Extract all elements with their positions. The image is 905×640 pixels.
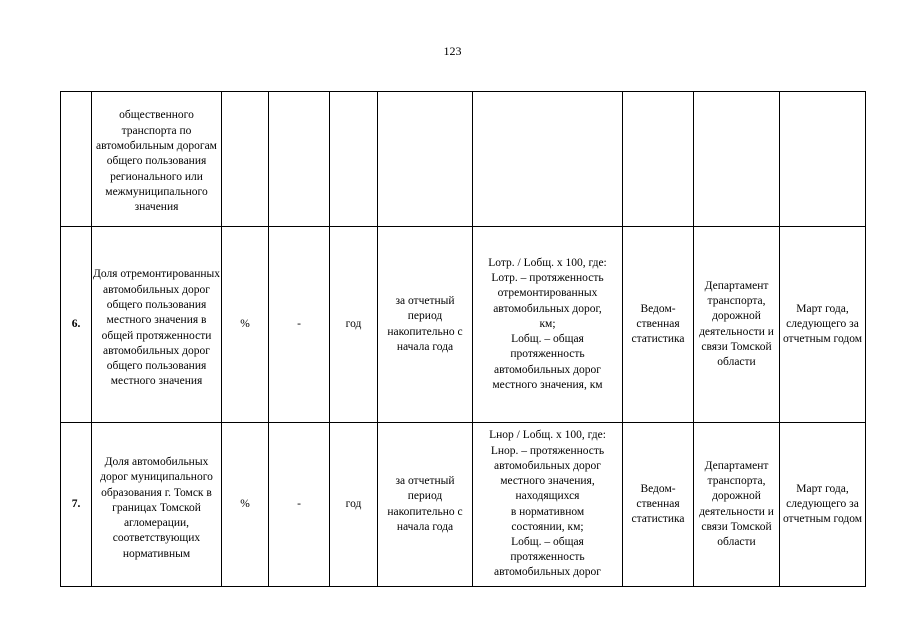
formula-line: протяженность [510,348,585,361]
value-cell [269,92,330,227]
formula-cell [473,92,623,227]
period-cell [378,92,473,227]
deadline-cell: Март года, следующего за отчетным годом [780,227,866,423]
deadline-cell: Март года, следующего за отчетным годом [780,423,866,587]
row-number [61,92,92,227]
formula-line: отремонтированных [497,287,598,300]
formula-cell [473,423,623,587]
value-cell: - [269,227,330,423]
unit-cell [222,92,269,227]
row-number: 6. [61,227,92,423]
indicator-name: Доля автомобильных дорог муниципального образования г. Томск в границах Томской агломерации, соответствующих нормативным [92,423,222,587]
formula-line: Lнор / Lобщ. х 100, где: [489,429,606,442]
page-number: 123 [443,44,462,58]
formula-line: местного значения, км [492,378,603,391]
source-cell [623,92,694,227]
deadline-cell [780,92,866,227]
formula-line: состоянии, км; [511,520,584,533]
table-row [61,92,866,227]
period-cell: за отчетный период накопительно с начала года [378,423,473,587]
formula-line: Lнор. – протяженность [490,444,605,457]
formula-line: Lобщ. – общая [511,333,584,346]
value-cell: - [269,423,330,587]
formula-line: Lотр. – протяженность [491,272,604,285]
formula-line: местного значения, [500,475,595,488]
formula-line: Lобщ. – общая [511,535,584,548]
formula-line: автомобильных дорог [494,459,601,472]
formula-line: км; [539,317,556,330]
frequency-cell: год [330,423,378,587]
formula-line: Lотр. / Lобщ. х 100, где: [488,257,607,270]
formula-line: протяженность [510,551,585,564]
source-cell: Ведом-ственная статистика [623,423,694,587]
formula-line: находящихся [515,490,580,503]
table-row [61,227,866,423]
indicators-table [60,91,866,587]
row-number: 7. [61,423,92,587]
period-cell: за отчетный период накопительно с начала года [378,227,473,423]
unit-cell: % [222,423,269,587]
responsible-cell: Департамент транспорта, дорожной деятельности и связи Томской области [694,227,780,423]
indicator-name: Доля отремонтированных автомобильных дорог общего пользования местного значения в общей протяженности автомобильных дорог общего пользования местного значения [92,227,222,423]
formula-line: автомобильных дорог, [493,302,602,315]
responsible-cell [694,92,780,227]
formula-line: автомобильных дорог [494,566,601,579]
formula-cell [473,227,623,423]
source-cell: Ведом-ственная статистика [623,227,694,423]
responsible-cell: Департамент транспорта, дорожной деятельности и связи Томской области [694,423,780,587]
indicator-name: общественного транспорта по автомобильным дорогам общего пользования регионального или межмуниципального значения [92,92,222,227]
unit-cell: % [222,227,269,423]
table-row [61,423,866,587]
frequency-cell [330,92,378,227]
formula-line: автомобильных дорог [494,363,601,376]
frequency-cell: год [330,227,378,423]
formula-line: в нормативном [510,505,585,518]
